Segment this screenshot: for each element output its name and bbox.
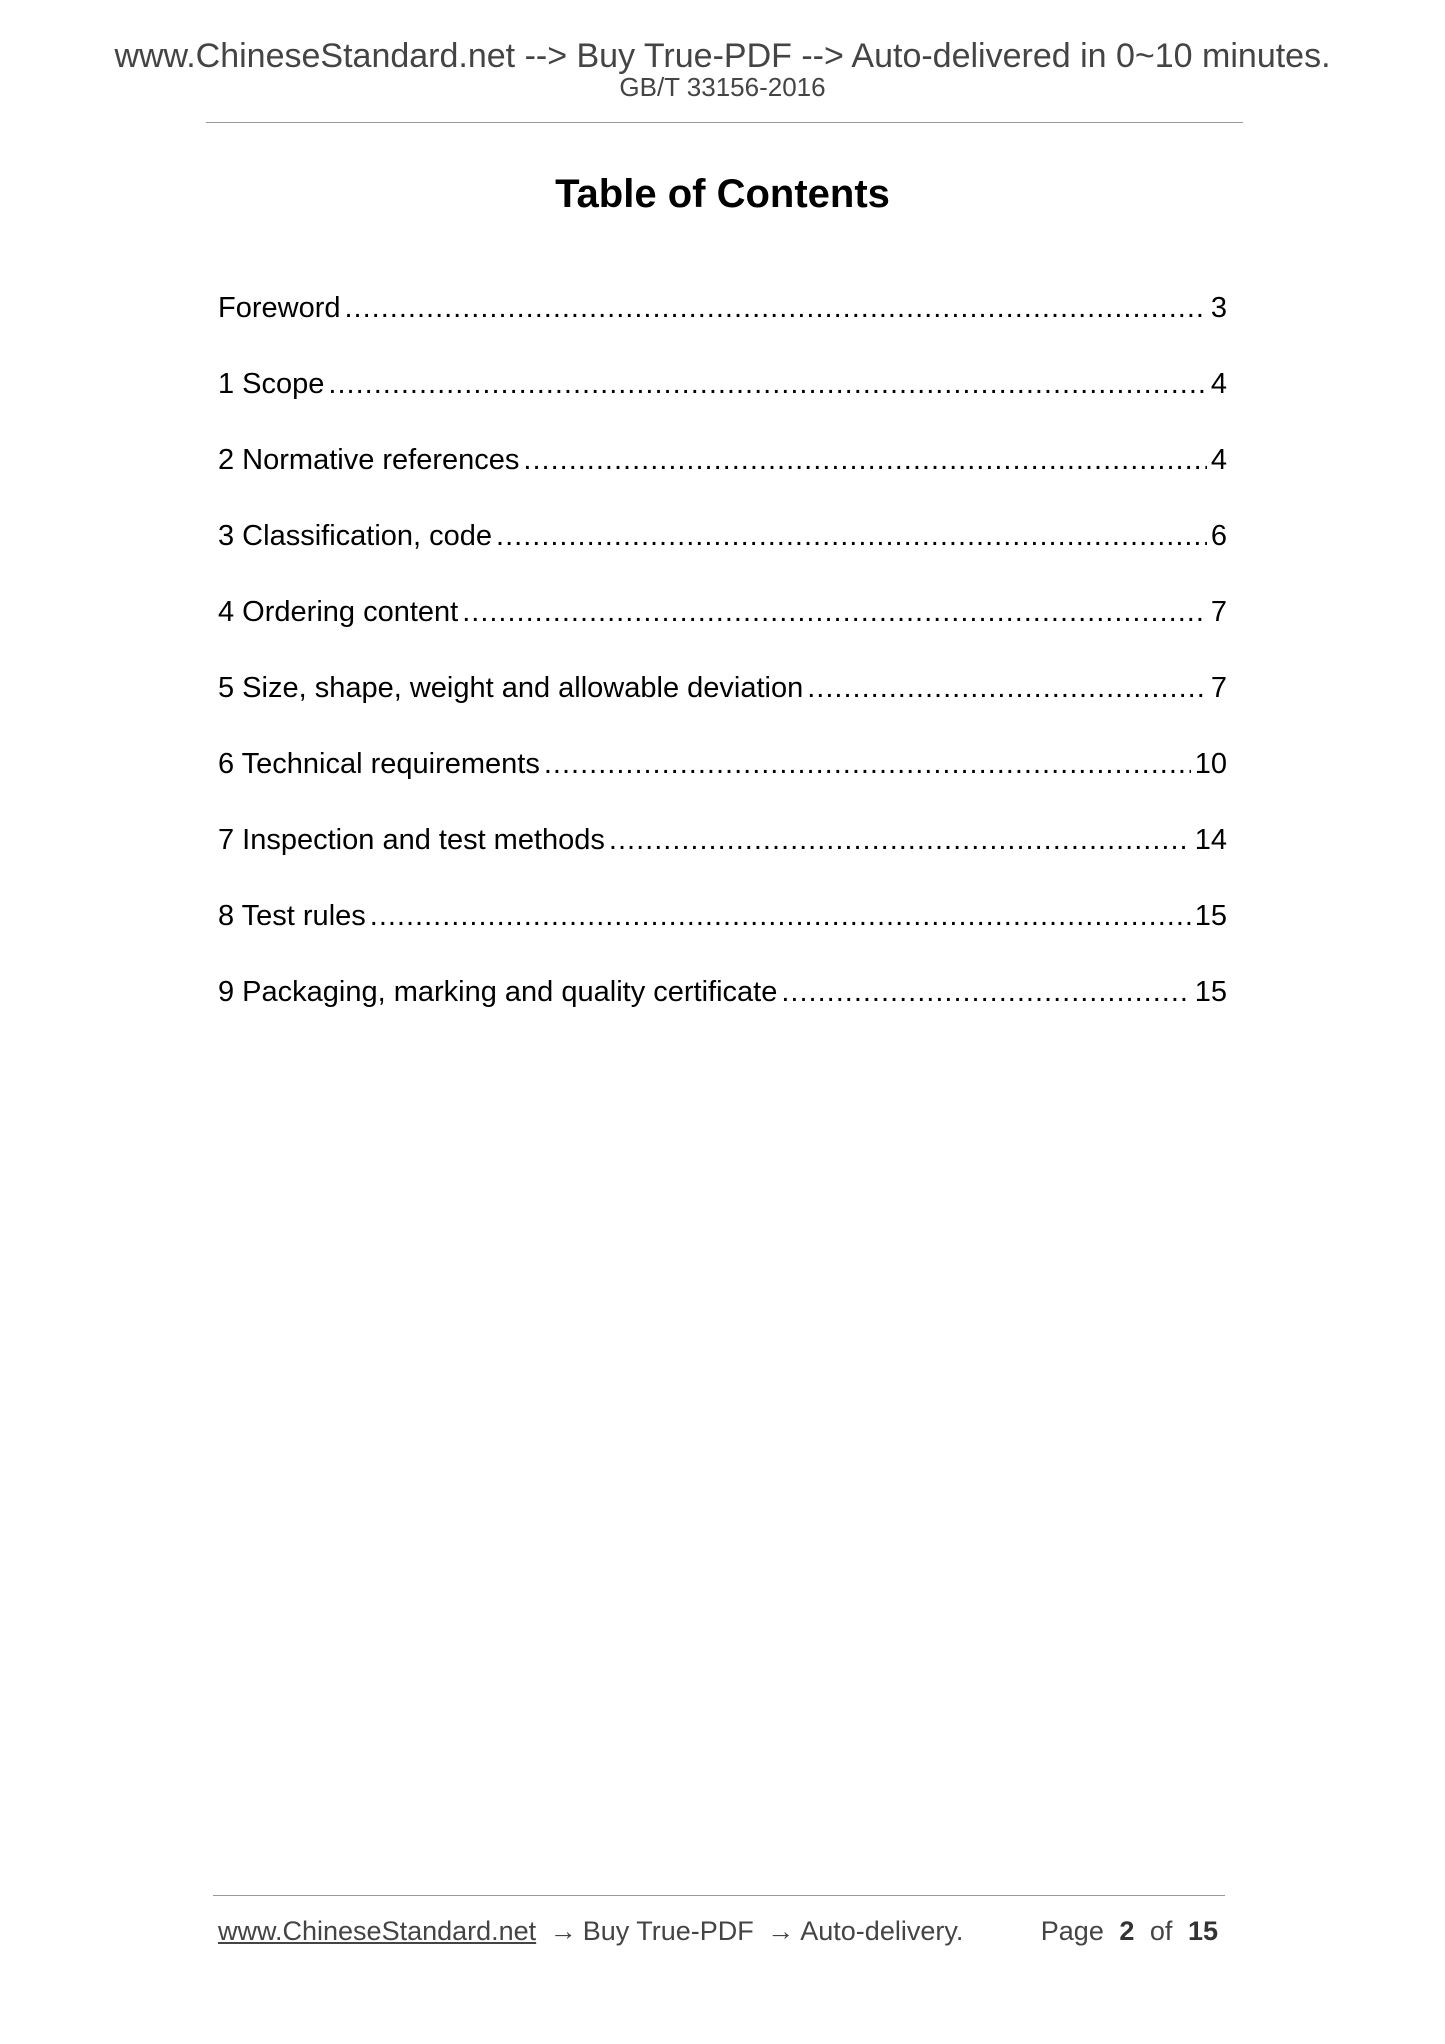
toc-entry-test-rules[interactable]	[218, 898, 1227, 974]
total-pages: 15	[1187, 1916, 1218, 1946]
toc-entry-page: 7	[1210, 672, 1227, 704]
page-word: Page	[1040, 1916, 1104, 1946]
standard-code: GB/T 33156-2016	[619, 72, 826, 102]
toc-entry-label: 1 Scope	[218, 368, 325, 400]
toc-dot-leader	[328, 366, 1206, 402]
toc-title: Table of Contents	[555, 172, 890, 216]
toc-dot-leader	[609, 822, 1191, 858]
toc-list	[218, 290, 1227, 1050]
toc-dot-leader	[496, 518, 1207, 554]
site-banner: www.ChineseStandard.net --> Buy True-PDF --> Auto-delivered in 0~10 minutes.	[114, 37, 1331, 75]
current-page: 2	[1119, 1916, 1135, 1946]
toc-entry-label: 6 Technical requirements	[218, 748, 540, 780]
footer-divider	[213, 1895, 1225, 1896]
footer-delivery-text: Auto-delivery.	[800, 1916, 964, 1946]
toc-entry-label: 2 Normative references	[218, 444, 520, 476]
toc-dot-leader	[544, 746, 1191, 782]
toc-entry-page: 15	[1194, 976, 1227, 1008]
toc-dot-leader	[807, 670, 1207, 706]
toc-entry-page: 7	[1210, 596, 1227, 628]
toc-entry-label: 5 Size, shape, weight and allowable deviation	[218, 672, 804, 704]
toc-dot-leader	[370, 898, 1191, 934]
site-link[interactable]: www.ChineseStandard.net	[218, 1916, 537, 1946]
footer-buy-text: Buy True-PDF	[582, 1916, 754, 1946]
toc-entry-normative-references[interactable]	[218, 442, 1227, 518]
toc-entry-page: 15	[1194, 900, 1227, 932]
toc-entry-label: 9 Packaging, marking and quality certificate	[218, 976, 778, 1008]
toc-entry-foreword[interactable]	[218, 290, 1227, 366]
toc-entry-classification-code[interactable]	[218, 518, 1227, 594]
toc-entry-page: 10	[1194, 748, 1227, 780]
toc-entry-page: 4	[1210, 368, 1227, 400]
toc-dot-leader	[462, 594, 1207, 630]
toc-entry-label: Foreword	[218, 292, 341, 324]
toc-entry-technical-requirements[interactable]	[218, 746, 1227, 822]
header-divider	[206, 122, 1243, 123]
toc-entry-page: 3	[1210, 292, 1227, 324]
toc-entry-scope[interactable]	[218, 366, 1227, 442]
toc-entry-page: 14	[1194, 824, 1227, 856]
toc-dot-leader	[345, 290, 1207, 326]
toc-entry-label: 7 Inspection and test methods	[218, 824, 605, 856]
arrow-right-icon: →	[549, 1916, 577, 1946]
arrow-right-icon: →	[767, 1916, 795, 1946]
toc-entry-page: 6	[1210, 520, 1227, 552]
toc-entry-label: 4 Ordering content	[218, 596, 459, 628]
toc-entry-inspection-test-methods[interactable]	[218, 822, 1227, 898]
toc-dot-leader	[523, 442, 1206, 478]
toc-entry-ordering-content[interactable]	[218, 594, 1227, 670]
toc-entry-packaging-marking[interactable]	[218, 974, 1227, 1050]
toc-entry-label: 3 Classification, code	[218, 520, 493, 552]
toc-entry-size-shape-weight[interactable]	[218, 670, 1227, 746]
of-word: of	[1149, 1916, 1173, 1946]
toc-entry-label: 8 Test rules	[218, 900, 366, 932]
page-number	[1033, 1914, 1218, 1948]
footer-promo	[218, 1914, 963, 1948]
toc-dot-leader	[781, 974, 1190, 1010]
toc-entry-page: 4	[1210, 444, 1227, 476]
